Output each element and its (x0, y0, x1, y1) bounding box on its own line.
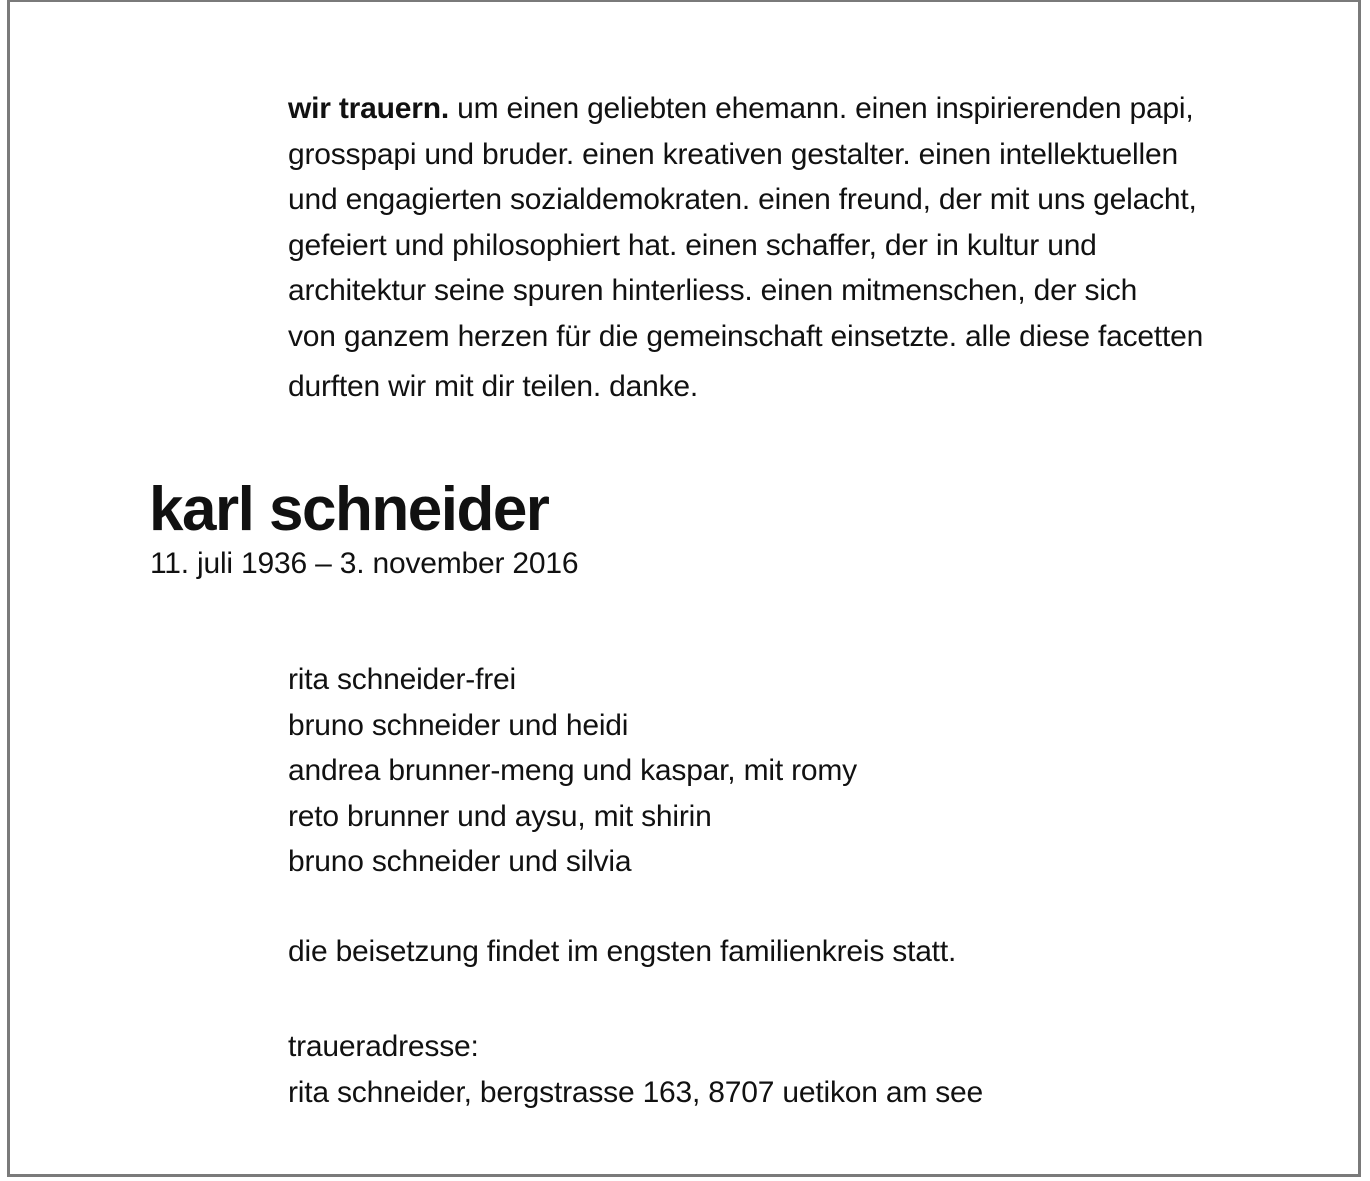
intro-line: durften wir mit dir teilen. danke. (288, 370, 699, 403)
intro-line: architektur seine spuren hinterliess. einen mitmenschen, der sich (288, 274, 1138, 307)
intro-lead: wir trauern. (288, 92, 449, 125)
address-label: traueradresse: (288, 1030, 479, 1063)
mourner-item: bruno schneider und silvia (288, 845, 632, 878)
intro-line-text: um einen geliebten ehemann. einen inspirierenden papi, (448, 92, 1194, 125)
life-dates: 11. juli 1936 – 3. november 2016 (150, 547, 579, 580)
notice-frame (7, 0, 1361, 1177)
intro-line: und engagierten sozialdemokraten. einen freund, der mit uns gelacht, (288, 183, 1197, 216)
mourner-item: rita schneider-frei (288, 663, 516, 696)
deceased-name: karl schneider (149, 475, 549, 544)
intro-line: gefeiert und philosophiert hat. einen schaffer, der in kultur und (288, 228, 1097, 262)
intro-line: grosspapi und bruder. einen kreativen gestalter. einen intellektuellen (288, 137, 1178, 171)
mourners-list (288, 657, 857, 885)
mourner-item: andrea brunner-meng und kaspar, mit romy (288, 754, 857, 787)
intro-line: von ganzem herzen für die gemeinschaft einsetzte. alle diese facetten (288, 319, 1204, 353)
intro-paragraph (288, 86, 1328, 410)
address-value: rita schneider, bergstrasse 163, 8707 uetikon am see (288, 1075, 984, 1109)
mourner-item: reto brunner und aysu, mit shirin (288, 799, 712, 833)
burial-note: die beisetzung findet im engsten familienkreis statt. (288, 935, 957, 968)
mourning-address (288, 1024, 983, 1115)
mourner-item: bruno schneider und heidi (288, 708, 629, 742)
intro-line (288, 86, 1328, 132)
